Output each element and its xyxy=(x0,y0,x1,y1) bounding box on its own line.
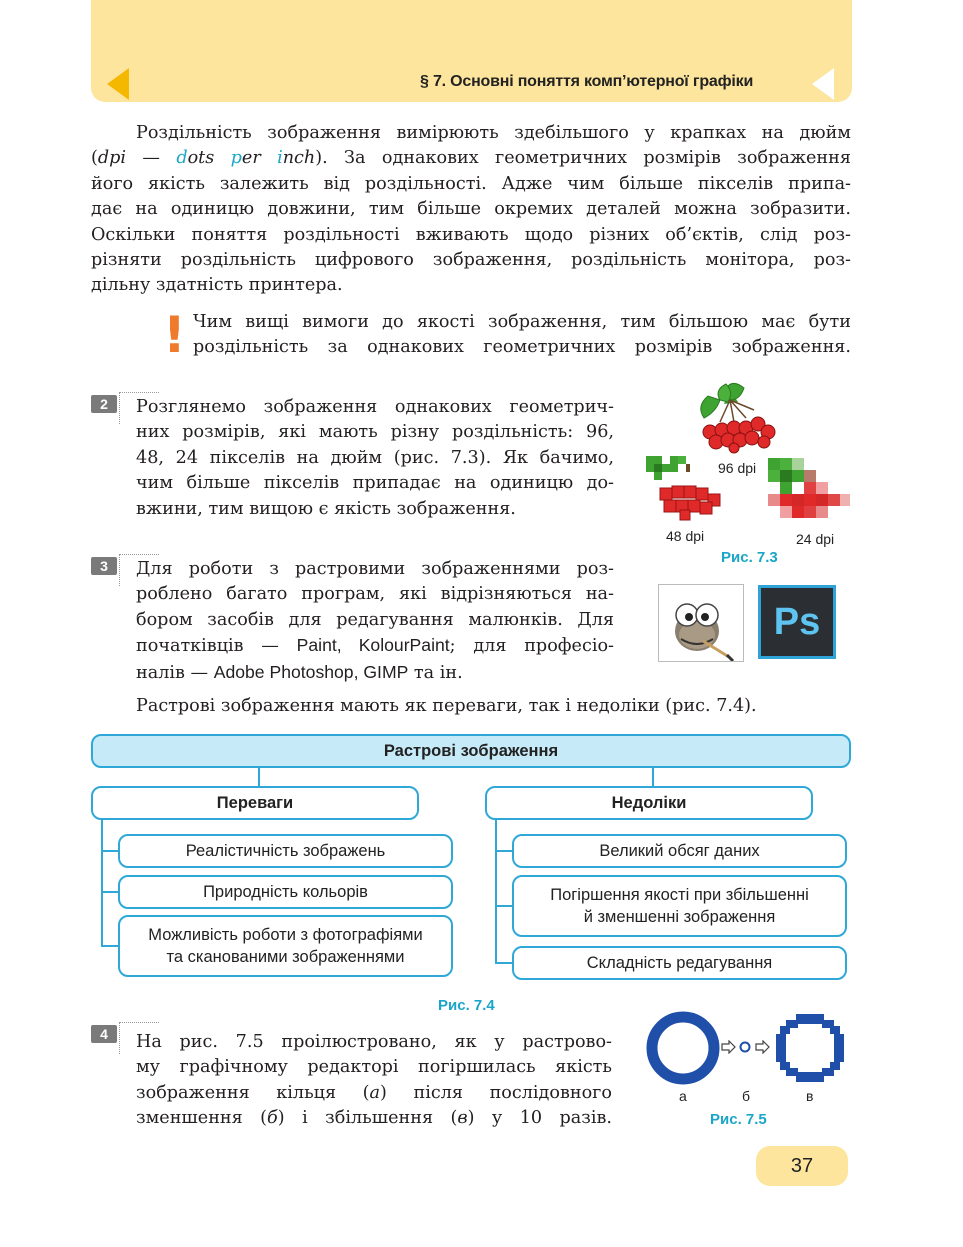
figure-caption: Рис. 7.5 xyxy=(710,1111,767,1128)
diagram-connector xyxy=(495,905,513,907)
section-divider xyxy=(119,1022,120,1054)
intro-line-6: різняти роздільність цифрового зображення, роздільність монітора, роз- xyxy=(91,250,851,271)
intro-line-5: Оскільки поняття роздільності вживають щодо різних об’єктів, слід роз- xyxy=(91,224,851,245)
diagram-connector xyxy=(495,962,513,964)
section-divider xyxy=(119,392,159,393)
chapter-title: § 7. Основні поняття комп’ютерної графіки xyxy=(420,73,754,90)
note-paragraph xyxy=(193,310,851,361)
section2-line: 48, 24 пікселів на дюйм (рис. 7.3). Як бачимо, xyxy=(136,447,614,468)
section4-line: На рис. 7.5 проілюстровано, як у растрово- xyxy=(136,1032,612,1052)
label-48-dpi: 48 dpi xyxy=(666,528,705,544)
exclamation-icon: ! xyxy=(163,306,186,364)
label-c: в xyxy=(806,1088,814,1104)
section4-paragraph xyxy=(136,1030,612,1132)
intro-line-2: (dpi — dots per inch). За однакових геометричних розмірів зображення xyxy=(91,148,851,169)
diagram-connector xyxy=(258,768,260,788)
section4-line: зображення кільця (а) після послідовного xyxy=(136,1082,612,1103)
section4-line: зменшення (б) і збільшення (в) у 10 разів. xyxy=(136,1108,612,1129)
label-96-dpi: 96 dpi xyxy=(718,460,757,476)
advantages-heading-box: Переваги xyxy=(91,786,419,820)
section-divider xyxy=(119,1022,159,1023)
figure-caption: Рис. 7.3 xyxy=(721,549,778,566)
section-divider xyxy=(119,554,159,555)
intro-line-3: йoго якість залежить від роздільності. Адже чим більше пікселів припа- xyxy=(91,173,851,194)
diagram-title-box: Растрові зображення xyxy=(91,734,851,768)
section3-line: налів — Adobe Photoshop, GIMP та ін. xyxy=(136,661,463,683)
raster-sentence: Растрові зображення мають як переваги, так і недоліки (рис. 7.4). xyxy=(136,696,757,716)
note-line-2: роздільність за однакових геометричних розмірів зображення. xyxy=(193,337,851,358)
photoshop-icon: Ps xyxy=(758,585,836,659)
section3-line: Для роботи з растровими зображеннями роз- xyxy=(136,559,614,579)
section3-line: початківців — Paint, KolourPaint; для професіо- xyxy=(136,635,614,657)
section-divider xyxy=(119,554,120,586)
section-number-badge: 4 xyxy=(91,1025,117,1043)
section2-line: них розмірів, які мають різну роздільність: 96, xyxy=(136,422,614,443)
section3-line: роблено багато програм, які відрізняються на- xyxy=(136,584,614,605)
intro-line-1: Роздільність зображення вимірюють здебільшого у крапках на дюйм xyxy=(136,123,851,143)
diagram-connector xyxy=(652,768,654,788)
ring-reduced-image xyxy=(738,1040,752,1054)
section2-line: вжини, тим вищою є якість зображення. xyxy=(136,498,516,519)
intro-line-4: дає на одиницю довжини, тим більше окремих деталей можна зобразити. xyxy=(91,199,851,220)
diagram-connector xyxy=(495,850,513,852)
diagram-connector xyxy=(101,850,119,852)
label-24-dpi: 24 dpi xyxy=(796,531,835,547)
section-number-badge: 2 xyxy=(91,395,117,413)
page-number: 37 xyxy=(756,1146,848,1186)
section2-line: чим більше пікселів припадає на одиницю до- xyxy=(136,473,614,494)
disadvantage-item: Погіршення якості при збільшенні й зменшенні зображення xyxy=(512,875,847,937)
section3-paragraph xyxy=(136,557,614,686)
section2-paragraph xyxy=(136,395,614,522)
diagram-connector xyxy=(101,820,103,946)
intro-line-7: дільну здатність принтера. xyxy=(91,275,343,296)
advantage-item: Реалістичність зображень xyxy=(118,834,453,868)
label-b: б xyxy=(742,1088,751,1104)
note-line-1: Чим вищі вимоги до якості зображення, тим більшою має бути xyxy=(193,312,851,332)
disadvantage-item: Великий обсяг даних xyxy=(512,834,847,868)
advantage-item: Природність кольорів xyxy=(118,875,453,909)
next-page-arrow-icon[interactable] xyxy=(812,68,834,100)
arrow-right-icon xyxy=(755,1040,771,1054)
advantage-item: Можливість роботи з фотографіями та сканованими зображеннями xyxy=(118,915,453,977)
section4-line: му графічному редакторі погіршилась якість xyxy=(136,1057,612,1078)
diagram-connector xyxy=(101,891,119,893)
section2-line: Розглянемо зображення однакових геометрич- xyxy=(136,397,614,417)
disadvantages-heading-box: Недоліки xyxy=(485,786,813,820)
figure-caption: Рис. 7.4 xyxy=(438,997,495,1014)
arrow-right-icon xyxy=(721,1040,737,1054)
diagram-connector xyxy=(101,945,119,947)
berries-48dpi-image xyxy=(640,450,732,522)
ring-enlarged-image xyxy=(772,1010,848,1086)
berries-24dpi-image xyxy=(762,452,854,524)
gimp-icon xyxy=(658,584,744,662)
diagram-connector xyxy=(495,820,497,964)
section-divider xyxy=(119,392,120,424)
label-a: а xyxy=(679,1088,687,1104)
section3-line: бором засобів для редагування малюнків. Для xyxy=(136,609,614,630)
section-number-badge: 3 xyxy=(91,557,117,575)
intro-paragraph xyxy=(91,121,851,299)
berries-96dpi-image xyxy=(690,382,782,454)
ring-original-image xyxy=(645,1010,721,1086)
prev-page-arrow-icon[interactable] xyxy=(107,68,129,100)
disadvantage-item: Складність редагування xyxy=(512,946,847,980)
